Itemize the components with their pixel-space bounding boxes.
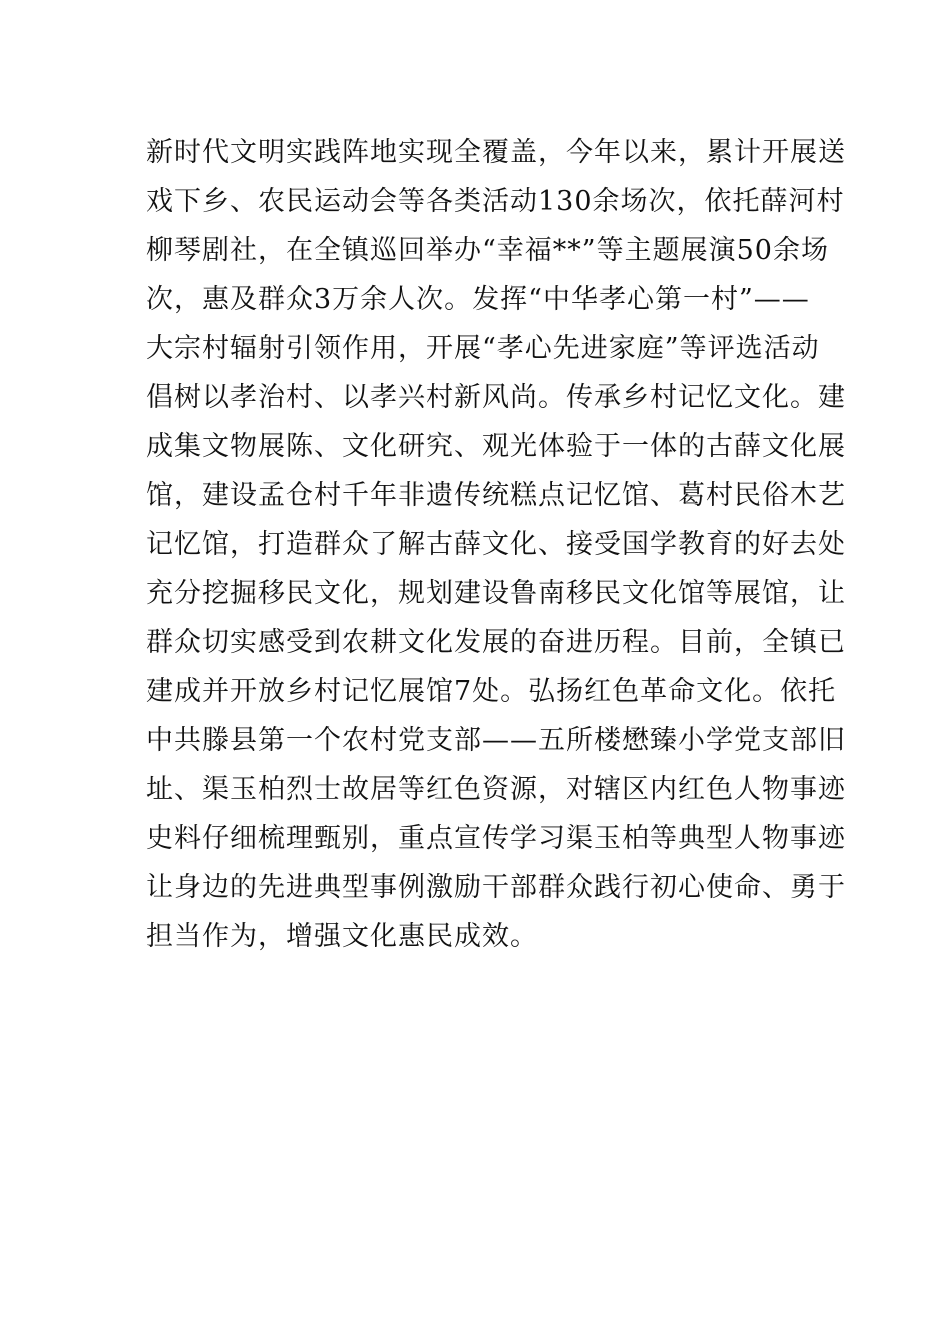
text-line: 史料仔细梳理甄别，重点宣传学习渠玉柏等典型人物事迹 (146, 823, 846, 854)
text-line: 中共滕县第一个农村党支部——五所楼懋臻小学党支部旧 (146, 725, 846, 756)
text-line: 次，惠及群众3万余人次。发挥“中华孝心第一村”—— (146, 284, 810, 315)
text-line: 戏下乡、农民运动会等各类活动130余场次，依托薛河村 (146, 186, 845, 217)
text-line: 址、渠玉柏烈士故居等红色资源，对辖区内红色人物事迹 (146, 774, 846, 805)
text-line: 柳琴剧社，在全镇巡回举办“幸福**”等主题展演50余场 (146, 235, 829, 266)
text-line: 成集文物展陈、文化研究、观光体验于一体的古薛文化展 (146, 431, 846, 462)
text-line: 建成并开放乡村记忆展馆7处。弘扬红色革命文化。依托 (146, 676, 837, 707)
text-line: 记忆馆，打造群众了解古薛文化、接受国学教育的好去处 (146, 529, 846, 560)
body-paragraph (146, 128, 846, 961)
text-line: 群众切实感受到农耕文化发展的奋进历程。目前，全镇已 (146, 627, 846, 658)
text-line: 新时代文明实践阵地实现全覆盖，今年以来，累计开展送 (146, 137, 846, 168)
text-line: 充分挖掘移民文化，规划建设鲁南移民文化馆等展馆，让 (146, 578, 846, 609)
text-line: 馆，建设孟仓村千年非遗传统糕点记忆馆、葛村民俗木艺 (146, 480, 846, 511)
text-line: 让身边的先进典型事例激励干部群众践行初心使命、勇于 (146, 872, 846, 903)
text-line: 倡树以孝治村、以孝兴村新风尚。传承乡村记忆文化。建 (146, 382, 846, 413)
text-line: 担当作为，增强文化惠民成效。 (146, 921, 538, 952)
text-line: 大宗村辐射引领作用，开展“孝心先进家庭”等评选活动 (146, 333, 820, 364)
